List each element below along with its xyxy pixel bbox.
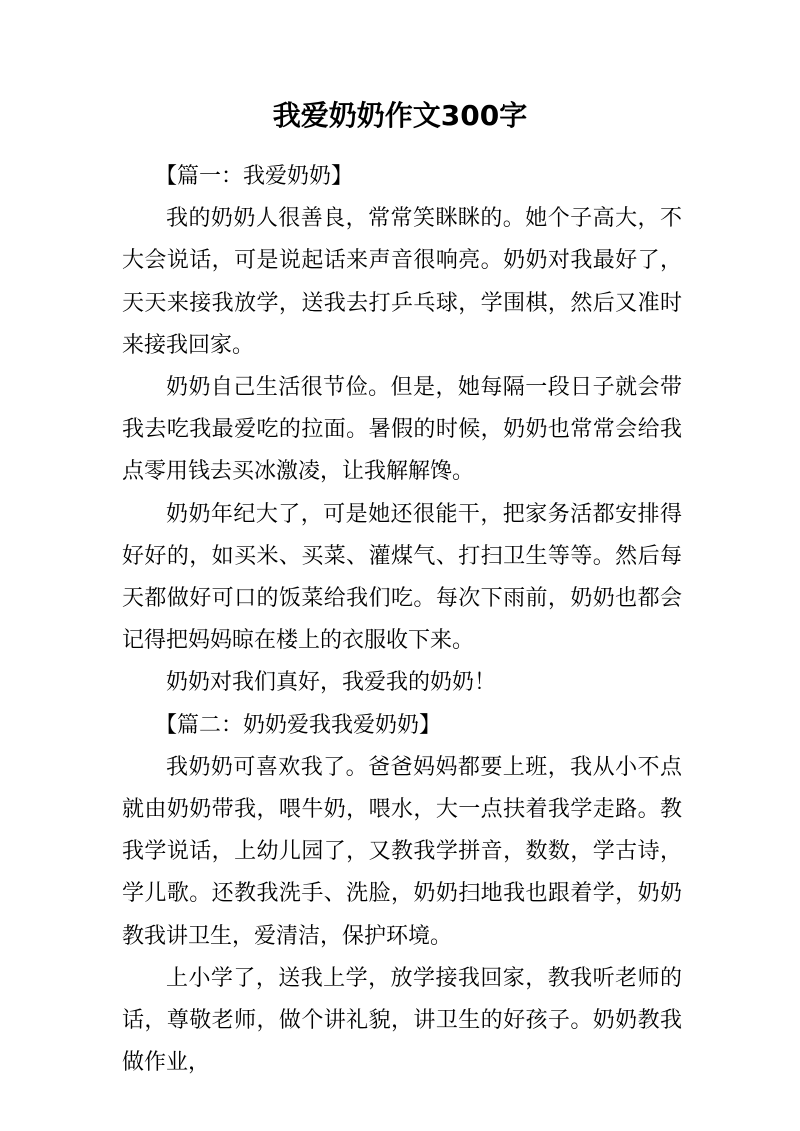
paragraph: 奶奶对我们真好，我爱我的奶奶！ xyxy=(166,670,497,696)
paragraph: 奶奶年纪大了，可是她还很能干，把家务活都安排得好好的，如买米、买菜、灌煤气、打扫卫生等等。然后每天都做好可口的饭菜给我们吃。每次下雨前，奶奶也都会记得把妈妈晾在楼上的衣服收下来。 xyxy=(122,501,682,654)
paragraph: 我的奶奶人很善良，常常笑眯眯的。她个子高大，不大会说话，可是说起话来声音很响亮。奶奶对我最好了，天天来接我放学，送我去打乒乓球，学围棋，然后又准时来接我回家。 xyxy=(122,206,682,358)
document-title: 我爱奶奶作文300字 xyxy=(272,99,528,132)
section-heading-2: 【篇二：奶奶爱我我爱奶奶】 xyxy=(155,712,442,738)
section-heading-1: 【篇一：我爱奶奶】 xyxy=(155,164,354,189)
paragraph: 上小学了，送我上学，放学接我回家，教我听老师的话，尊敬老师，做个讲礼貌，讲卫生的好孩子。奶奶教我做作业， xyxy=(122,965,682,1076)
paragraph: 奶奶自己生活很节俭。但是，她每隔一段日子就会带我去吃我最爱吃的拉面。暑假的时候，奶奶也常常会给我点零用钱去买冰激凌，让我解解馋。 xyxy=(122,375,682,485)
document-body xyxy=(122,156,682,1084)
paragraph: 我奶奶可喜欢我了。爸爸妈妈都要上班，我从小不点就由奶奶带我，喂牛奶，喂水，大一点扶着我学走路。教我学说话，上幼儿园了，又教我学拼音，数数，学古诗，学儿歌。还教我洗手、洗脸，奶奶扫地我也跟着学，奶奶教我讲卫生，爱清洁，保护环境。 xyxy=(122,754,682,949)
